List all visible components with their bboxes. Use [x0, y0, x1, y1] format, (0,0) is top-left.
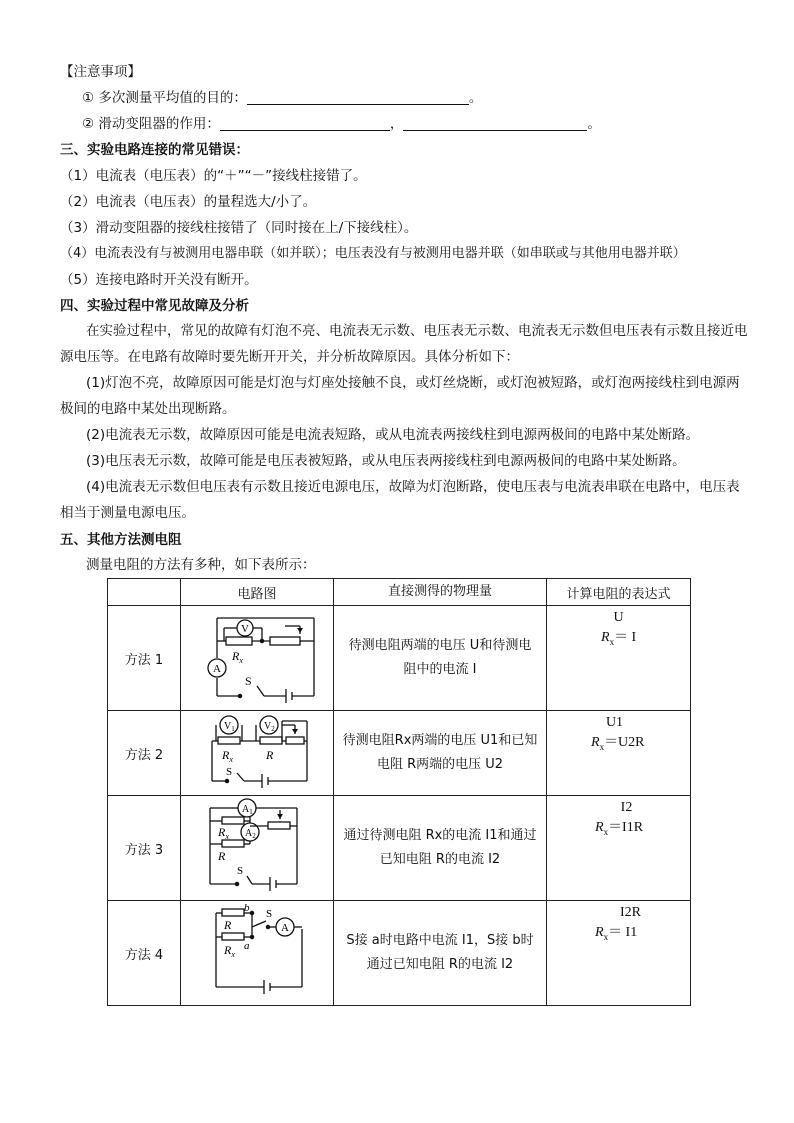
ammeter-2-label: $A_2$	[245, 828, 256, 840]
answer-blank-3[interactable]	[403, 116, 587, 131]
switch-label: S	[237, 865, 244, 877]
section-4-title: 四、实验过程中常见故障及分析	[60, 298, 249, 314]
resistor-x-label: $R_x$	[218, 825, 229, 841]
measured-line-2: 阻中的电流 I	[403, 662, 477, 677]
resistor-label: R	[224, 918, 232, 932]
measured-quantity	[334, 796, 547, 901]
section-4-item: (3)电压表无示数，故障可能是电压表被短路，或从电压表两接线柱到电源两极间的电路中某处断路。	[86, 453, 686, 469]
ammeter-1-label: $A_1$	[242, 804, 253, 816]
section-4-item: (2)电流表无示数，故障原因可能是电流表短路，或从电流表两接线柱到电源两极间的电路中某处断路。	[86, 427, 700, 443]
answer-blank-2[interactable]	[220, 116, 390, 131]
circuit-4-svg	[182, 901, 332, 1001]
measured-line-1: 待测电阻两端的电压 U和待测电	[348, 638, 532, 653]
section-4-item: (4)电流表无示数但电压表有示数且接近电源电压，故障为灯泡断路，使电压表与电流表串联在电路中，电压表相当于测量电源电压。	[60, 479, 740, 521]
circuit-diagram-1	[181, 606, 334, 711]
formula-lhs: R	[601, 630, 610, 645]
resistor-label: R	[266, 748, 274, 762]
method-name: 方法 3	[108, 796, 181, 901]
formula-sub: x	[603, 931, 609, 942]
formula-sub: x	[603, 826, 609, 837]
formula-rhs: ＝ I1	[608, 925, 638, 940]
measured-quantity	[334, 711, 547, 796]
table-header: 计算电阻的表达式	[547, 579, 691, 606]
section-4-item: (1)灯泡不亮，故障原因可能是灯泡与灯座处接触不良，或灯丝烧断，或灯泡被短路，或灯泡两接线柱到电源两极间的电路中某处出现断路。	[60, 375, 740, 417]
formula-rhs: ＝U2R	[604, 735, 645, 750]
formula-numerator: U	[613, 610, 624, 625]
resistor-x-label: $R_x$	[224, 943, 235, 959]
circuit-diagram-3	[181, 796, 334, 901]
resistance-formula	[547, 901, 691, 1006]
circuit-1-svg	[182, 606, 332, 706]
note-item-1-text: ① 多次测量平均值的目的：	[82, 90, 247, 106]
method-name: 方法 1	[108, 606, 181, 711]
measured-line-2: 电阻 R两端的电压 U2	[376, 757, 504, 772]
section-3-item: （4）电流表没有与被测用电器串联（如并联）；电压表没有与被测用电器并联（如串联或与其他用电器并联）	[60, 246, 686, 261]
section-4-intro: 在实验过程中，常见的故障有灯泡不亮、电流表无示数、电压表无示数、电流表无示数但电压表有示数且接近电源电压等。在电路有故障时要先断开开关，并分析故障原因。具体分析如下：	[60, 323, 748, 365]
formula-numerator: U1	[605, 715, 624, 730]
contact-a-label: a	[244, 940, 250, 952]
switch-label: S	[226, 766, 233, 778]
formula-rhs: ＝ I	[614, 630, 637, 645]
notes-heading: 【注意事项】	[60, 64, 141, 80]
circuit-diagram-4	[181, 901, 334, 1006]
method-name: 方法 4	[108, 901, 181, 1006]
table-row	[108, 606, 691, 711]
ammeter-label: A	[213, 663, 221, 675]
slider-arrow-icon	[277, 814, 283, 819]
section-3-title: 三、实验电路连接的常见错误：	[60, 142, 249, 158]
resistance-formula	[547, 711, 691, 796]
resistor-label: R	[218, 849, 226, 863]
measured-quantity	[334, 606, 547, 711]
ammeter-label: A	[281, 922, 289, 934]
note-item-1-end: 。	[468, 90, 483, 106]
slider-arrow-icon	[297, 628, 303, 633]
circuit-diagram-2	[181, 711, 334, 796]
note-item-2-text: ② 滑动变阻器的作用：	[82, 116, 220, 132]
measured-quantity	[334, 901, 547, 1006]
measured-line-1: 待测电阻Rx两端的电压 U1和已知	[342, 733, 538, 748]
section-5-intro: 测量电阻的方法有多种，如下表所示：	[86, 557, 316, 573]
note-item-2	[82, 114, 601, 134]
resistance-formula	[547, 796, 691, 901]
section-3-item: （3）滑动变阻器的接线柱接错了（同时接在上/下接线柱）。	[60, 220, 418, 236]
measured-line-2: 已知电阻 R的电流 I2	[379, 852, 501, 867]
methods-table	[107, 578, 691, 1006]
formula-numerator: I2R	[620, 905, 641, 920]
measured-line-1: S接 a时电路中电流 I1，S接 b时	[346, 933, 534, 948]
table-row	[108, 711, 691, 796]
voltmeter-2-label: $V_2$	[264, 721, 275, 733]
table-row	[108, 796, 691, 901]
section-3-item: （1）电流表（电压表）的“＋”“－”接线柱接错了。	[60, 168, 367, 184]
section-3-item: （2）电流表（电压表）的量程选大/小了。	[60, 194, 317, 210]
contact-b-label: b	[244, 902, 250, 914]
resistance-formula	[547, 606, 691, 711]
formula-sub: x	[599, 741, 605, 752]
note-item-1	[82, 88, 482, 108]
formula-lhs: R	[595, 820, 604, 835]
resistor-x-label: $R_x$	[222, 748, 233, 764]
voltmeter-1-label: $V_1$	[224, 721, 235, 733]
table-header: 电路图	[181, 579, 334, 606]
formula-lhs: R	[591, 735, 600, 750]
circuit-3-svg	[182, 796, 332, 896]
table-row	[108, 901, 691, 1006]
formula-lhs: R	[595, 925, 604, 940]
note-item-2-end: 。	[587, 116, 601, 132]
table-header-row	[108, 579, 691, 606]
method-name: 方法 2	[108, 711, 181, 796]
circuit-2-svg	[182, 711, 332, 791]
slider-arrow-icon	[292, 729, 298, 734]
section-5-title: 五、其他方法测电阻	[60, 532, 182, 548]
formula-numerator: I2	[620, 800, 633, 815]
resistor-x-label: $R_x$	[232, 649, 243, 665]
formula-sub: x	[609, 636, 615, 647]
note-item-2-comma: ，	[389, 116, 404, 132]
voltmeter-label: V	[241, 623, 249, 635]
table-header: 直接测得的物理量	[334, 579, 547, 606]
measured-line-2: 通过已知电阻 R的电流 I2	[366, 957, 514, 972]
answer-blank-1[interactable]	[247, 90, 469, 105]
table-header	[108, 579, 181, 606]
switch-label: S	[245, 674, 252, 688]
switch-label: S	[266, 908, 273, 920]
formula-rhs: ＝I1R	[608, 820, 644, 835]
measured-line-1: 通过待测电阻 Rx的电流 I1和通过	[343, 828, 537, 843]
section-3-item: （5）连接电路时开关没有断开。	[60, 272, 258, 288]
